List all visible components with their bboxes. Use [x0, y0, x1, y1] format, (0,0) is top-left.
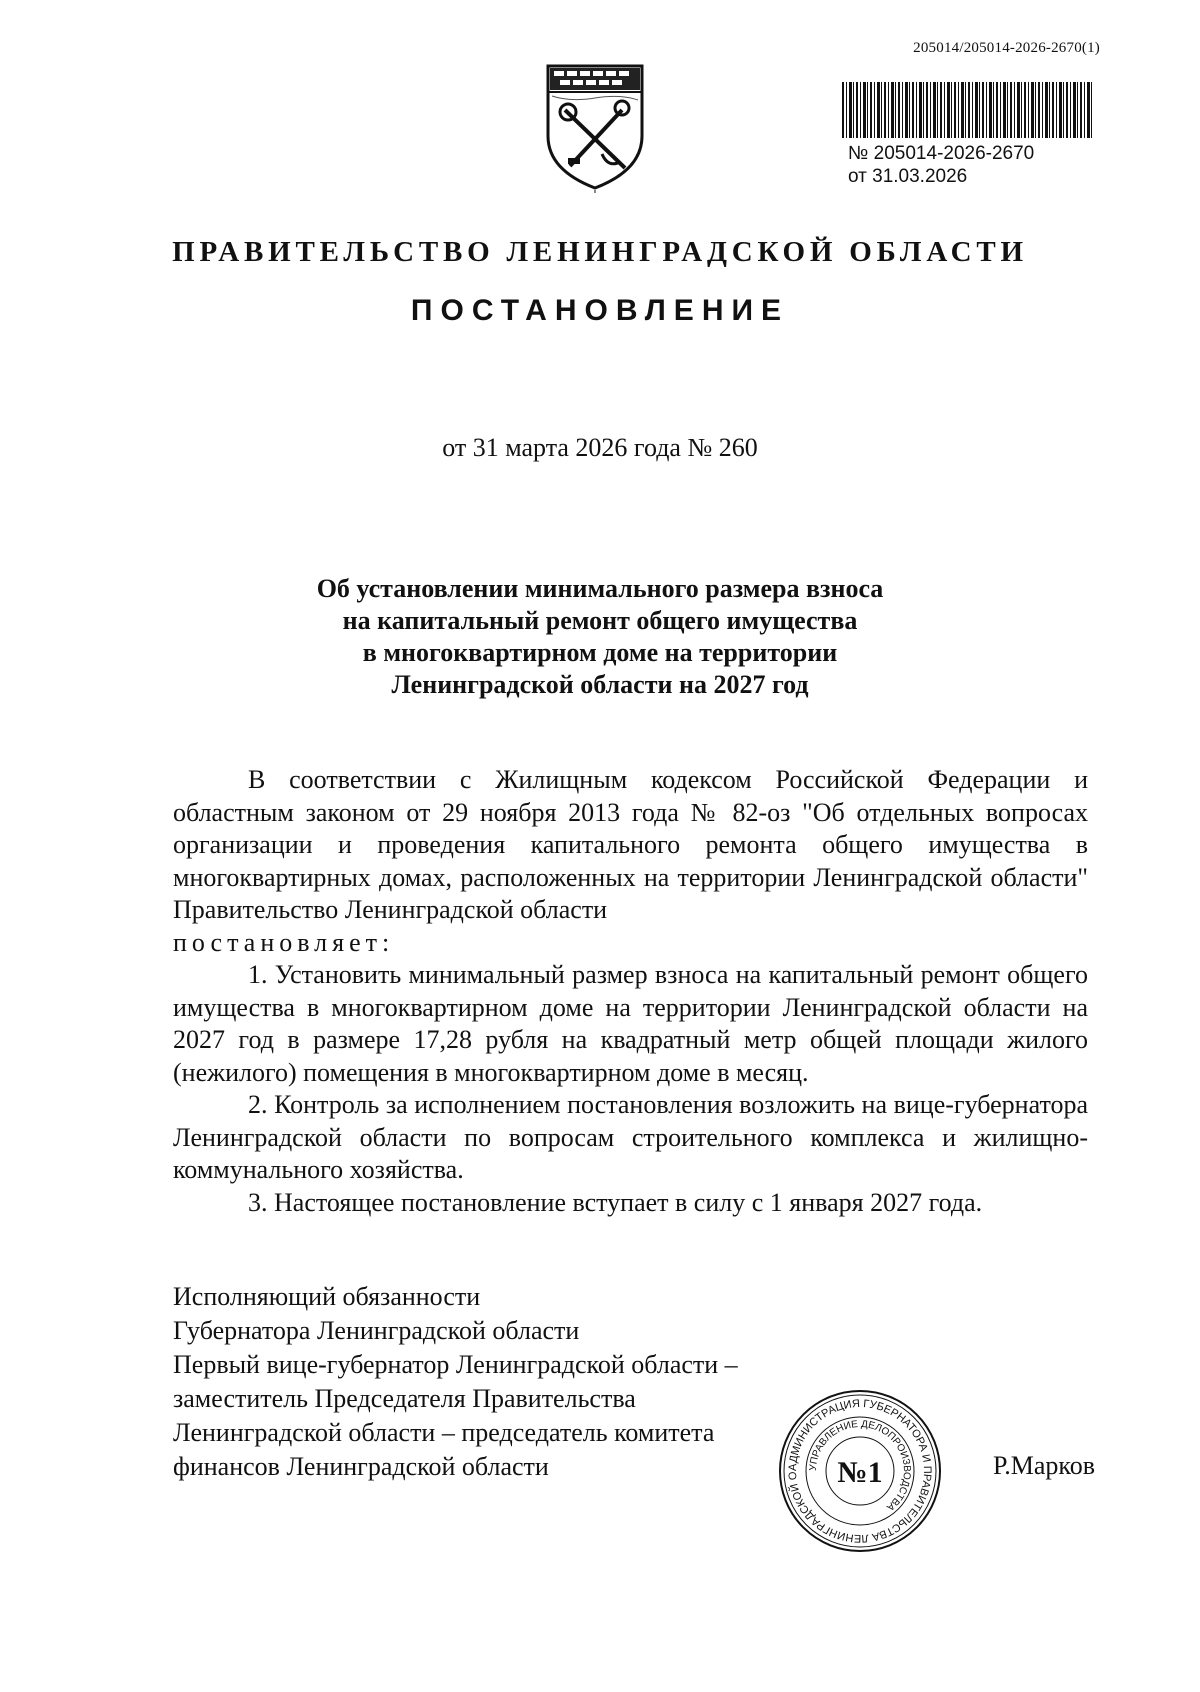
official-stamp: [775, 1386, 945, 1556]
signer-line: финансов Ленинградской области: [173, 1452, 549, 1481]
government-title: ПРАВИТЕЛЬСТВО ЛЕНИНГРАДСКОЙ ОБЛАСТИ: [172, 236, 1028, 268]
point-1: 1. Установить минимальный размер взноса на капитальный ремонт общего имущества в многоквартирном доме на территории Ленинградской области на 2027 год в размере 17,28 рубля на квадратный метр общей площади жилого (нежилого) помещения в многоквартирном доме в месяц.: [173, 960, 1088, 1087]
barcode-icon: [842, 82, 1092, 138]
point-2: 2. Контроль за исполнением постановления возложить на вице-губернатора Ленинградской области по вопросам строительного комплекса и жилищно-коммунального хозяйства.: [173, 1090, 1088, 1184]
document-date: от 31 марта 2026 года № 260: [442, 433, 758, 462]
signer-line: Исполняющий обязанности: [173, 1282, 481, 1311]
document-type: ПОСТАНОВЛЕНИЕ: [410, 294, 790, 327]
signer-name: Р.Марков: [993, 1451, 1095, 1480]
stamp-number: №1: [837, 1456, 883, 1489]
signer-line: Губернатора Ленинградской области: [173, 1316, 580, 1345]
coat-of-arms-icon: [540, 58, 650, 193]
registration-number: № 205014-2026-2670: [848, 143, 1035, 164]
subject-line: в многоквартирном доме на территории: [362, 638, 838, 667]
signer-line: Первый вице-губернатор Ленинградской области –: [173, 1350, 738, 1379]
document-body: [173, 764, 1088, 1219]
signer-line: Ленинградской области – председатель комитета: [173, 1418, 715, 1447]
subject-line: Об установлении минимального размера взноса: [316, 574, 884, 603]
stamp-inner-text: УПРАВЛЕНИЕ ДЕЛОПРОИЗВОДСТВА: [807, 1418, 913, 1513]
subject-line: на капитальный ремонт общего имущества: [342, 606, 858, 635]
point-3: 3. Настоящее постановление вступает в силу с 1 января 2027 года.: [248, 1187, 983, 1217]
decree-word: постановляет:: [173, 927, 395, 957]
subject-line: Ленинградской области на 2027 год: [391, 670, 809, 699]
preamble-paragraph: В соответствии с Жилищным кодексом Российской Федерации и областным законом от 29 ноября 2013 года № 82-оз "Об отдельных вопросах организации и проведения капитального ремонта общего имущества в многоквартирных домах, расположенных на территории Ленинградской области" Правительство Ленинградской области: [173, 765, 1088, 924]
document-subject: [250, 573, 950, 701]
reference-number: 205014/205014-2026-2670(1): [913, 40, 1100, 56]
stamp-outer-text: АДМИНИСТРАЦИЯ ГУБЕРНАТОРА И ПРАВИТЕЛЬСТВА ЛЕНИНГРАДСКОЙ О: [786, 1397, 934, 1545]
registration-date: от 31.03.2026: [848, 166, 968, 187]
signer-block: [173, 1280, 738, 1484]
signer-line: заместитель Председателя Правительства: [173, 1384, 636, 1413]
